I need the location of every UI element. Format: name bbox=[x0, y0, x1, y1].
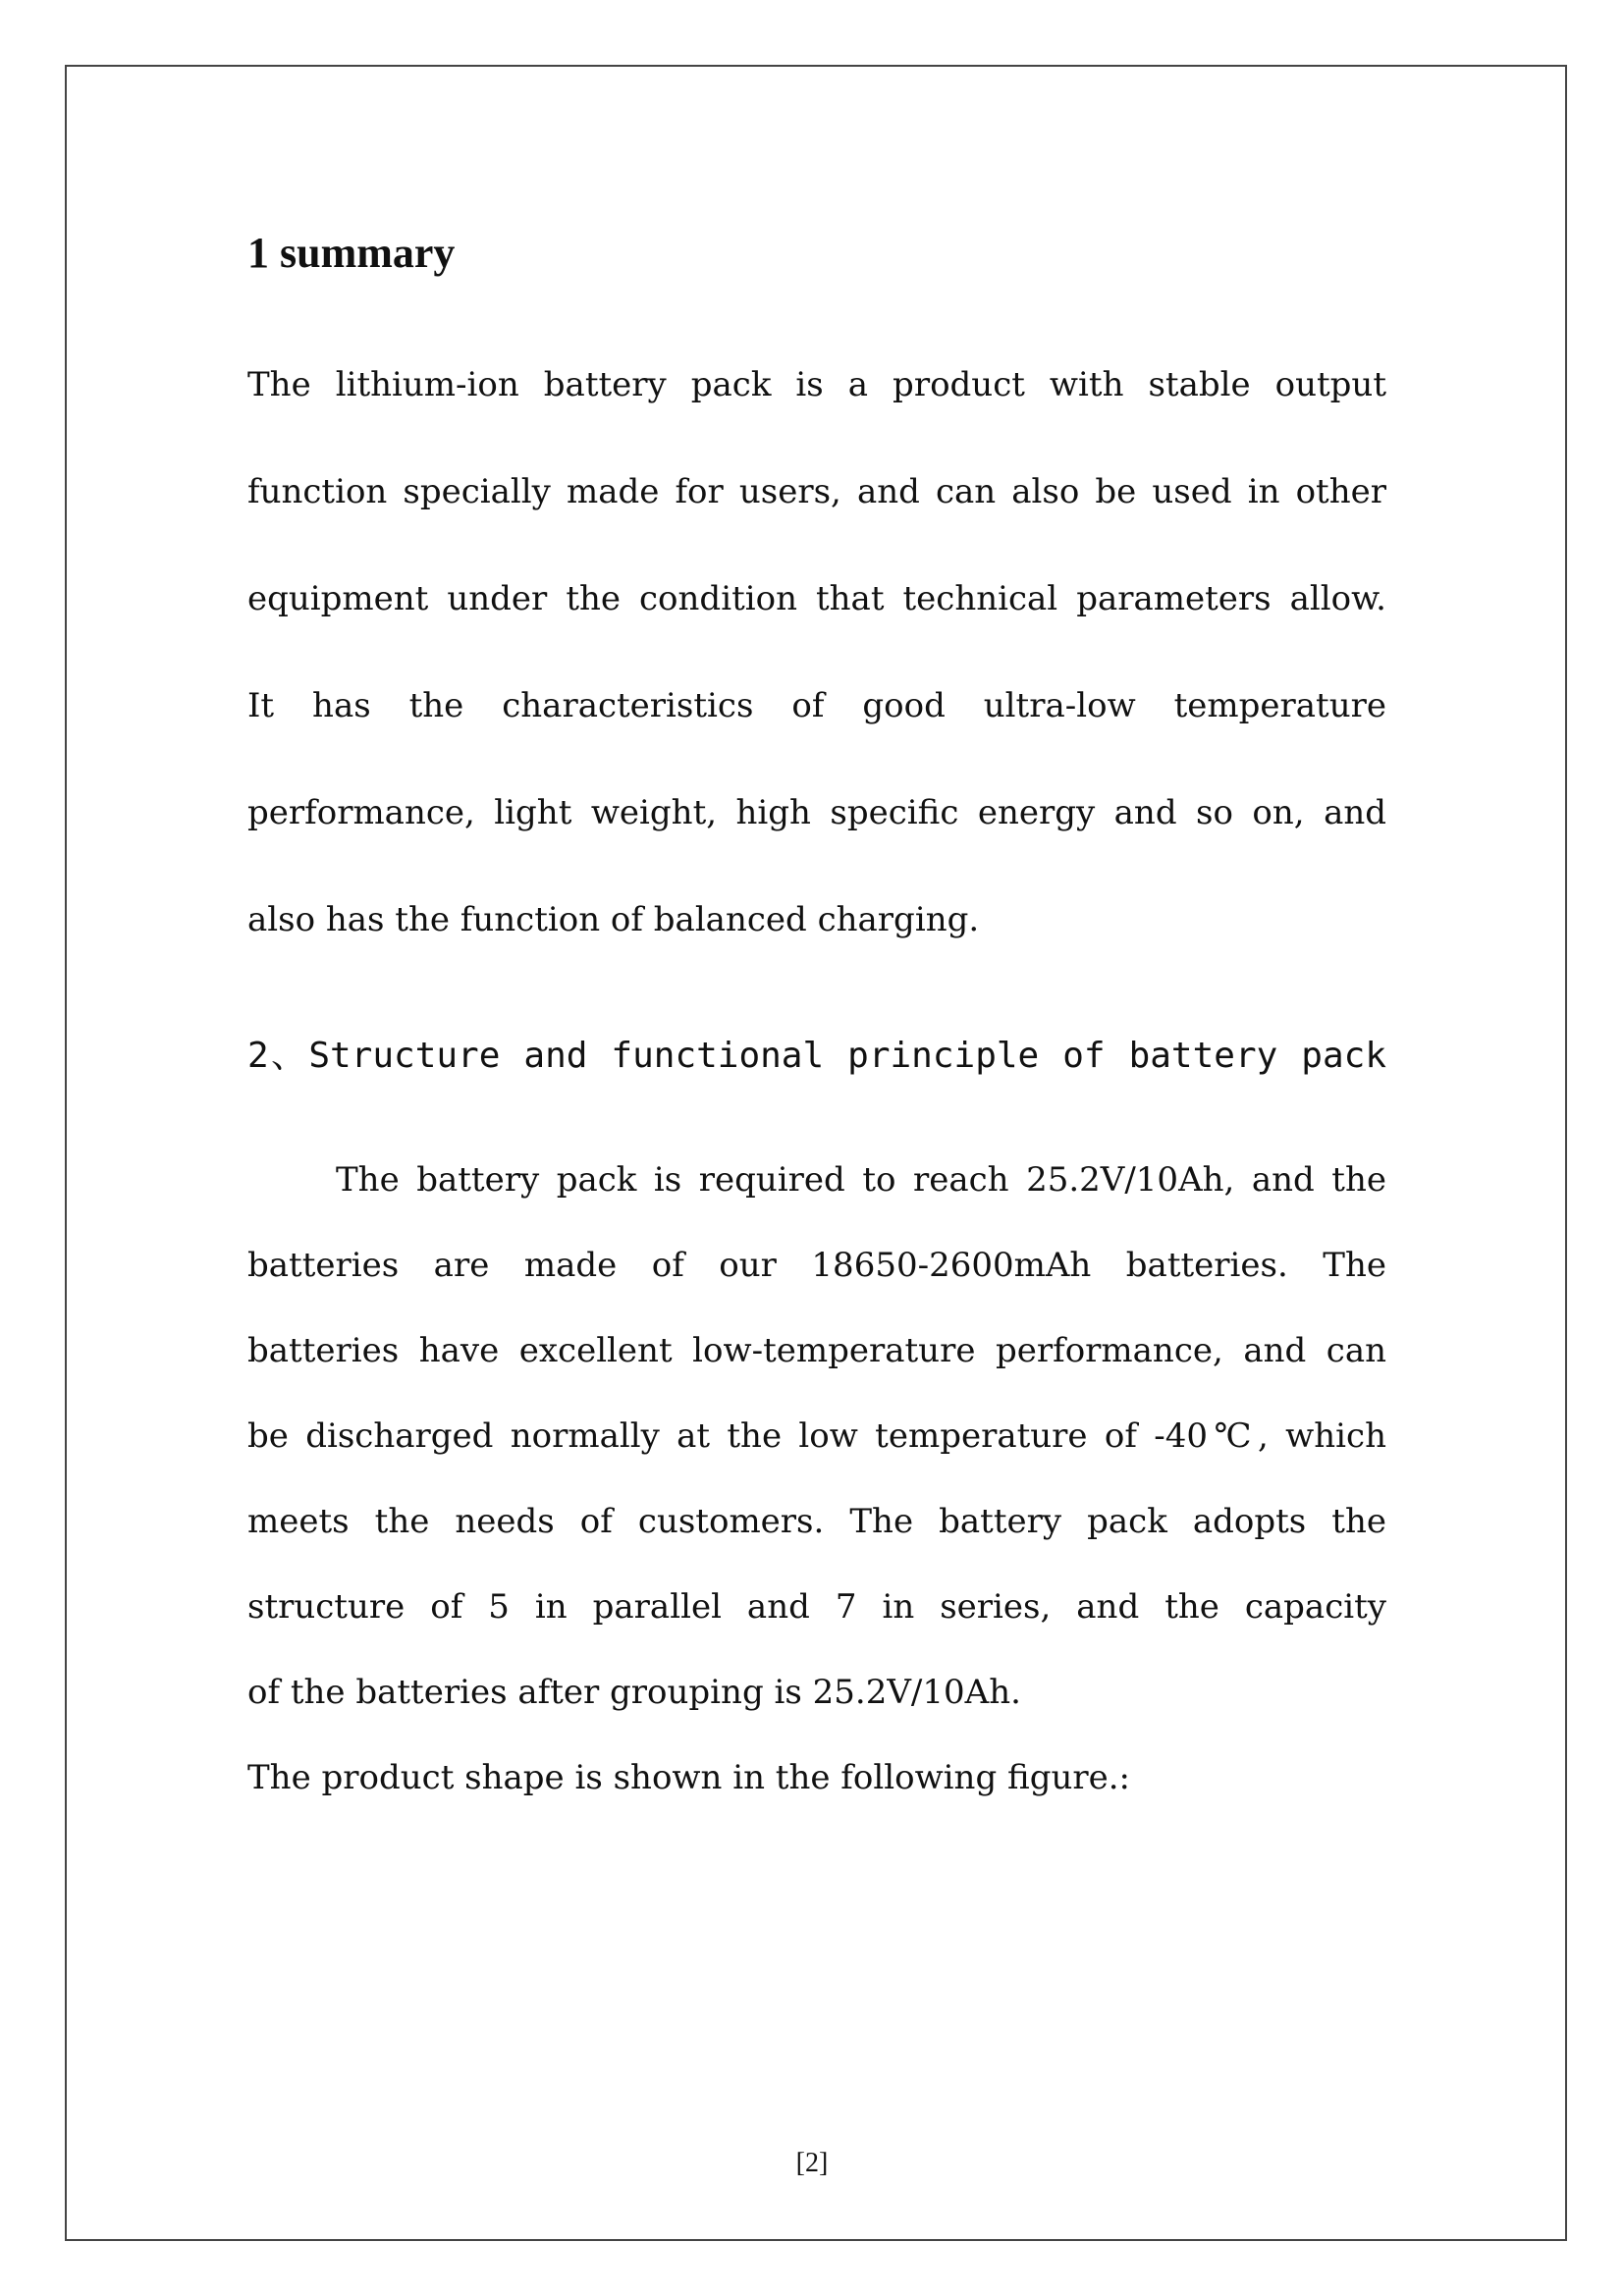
paragraph-line: It has the characteristics of good ultra-low temperature bbox=[247, 686, 1386, 725]
page-number: [2] bbox=[795, 2148, 829, 2178]
section-1-heading: 1 summary bbox=[247, 229, 456, 277]
paragraph-line: batteries have excellent low-temperature performance, and can bbox=[247, 1331, 1386, 1370]
paragraph-line: meets the needs of customers. The battery pack adopts the bbox=[247, 1502, 1386, 1541]
paragraph-line: function specially made for users, and can also be used in other bbox=[247, 472, 1386, 511]
paragraph-line: The battery pack is required to reach 25.2V/10Ah, and the bbox=[336, 1160, 1386, 1200]
paragraph-line: The product shape is shown in the following figure.: bbox=[247, 1758, 1130, 1797]
paragraph-line: performance, light weight, high specific energy and so on, and bbox=[247, 793, 1386, 832]
paragraph-line: The lithium-ion battery pack is a product with stable output bbox=[247, 365, 1386, 404]
paragraph-line: also has the function of balanced charging. bbox=[247, 900, 980, 939]
paragraph-line: equipment under the condition that technical parameters allow. bbox=[247, 579, 1386, 618]
paragraph-line: batteries are made of our 18650-2600mAh batteries. The bbox=[247, 1246, 1386, 1285]
section-2-heading: 2、Structure and functional principle of battery pack bbox=[247, 1036, 1386, 1076]
paragraph-line: structure of 5 in parallel and 7 in series, and the capacity bbox=[247, 1587, 1386, 1627]
paragraph-line: of the batteries after grouping is 25.2V/10Ah. bbox=[247, 1673, 1021, 1712]
paragraph-line: be discharged normally at the low temperature of -40℃, which bbox=[247, 1416, 1386, 1456]
